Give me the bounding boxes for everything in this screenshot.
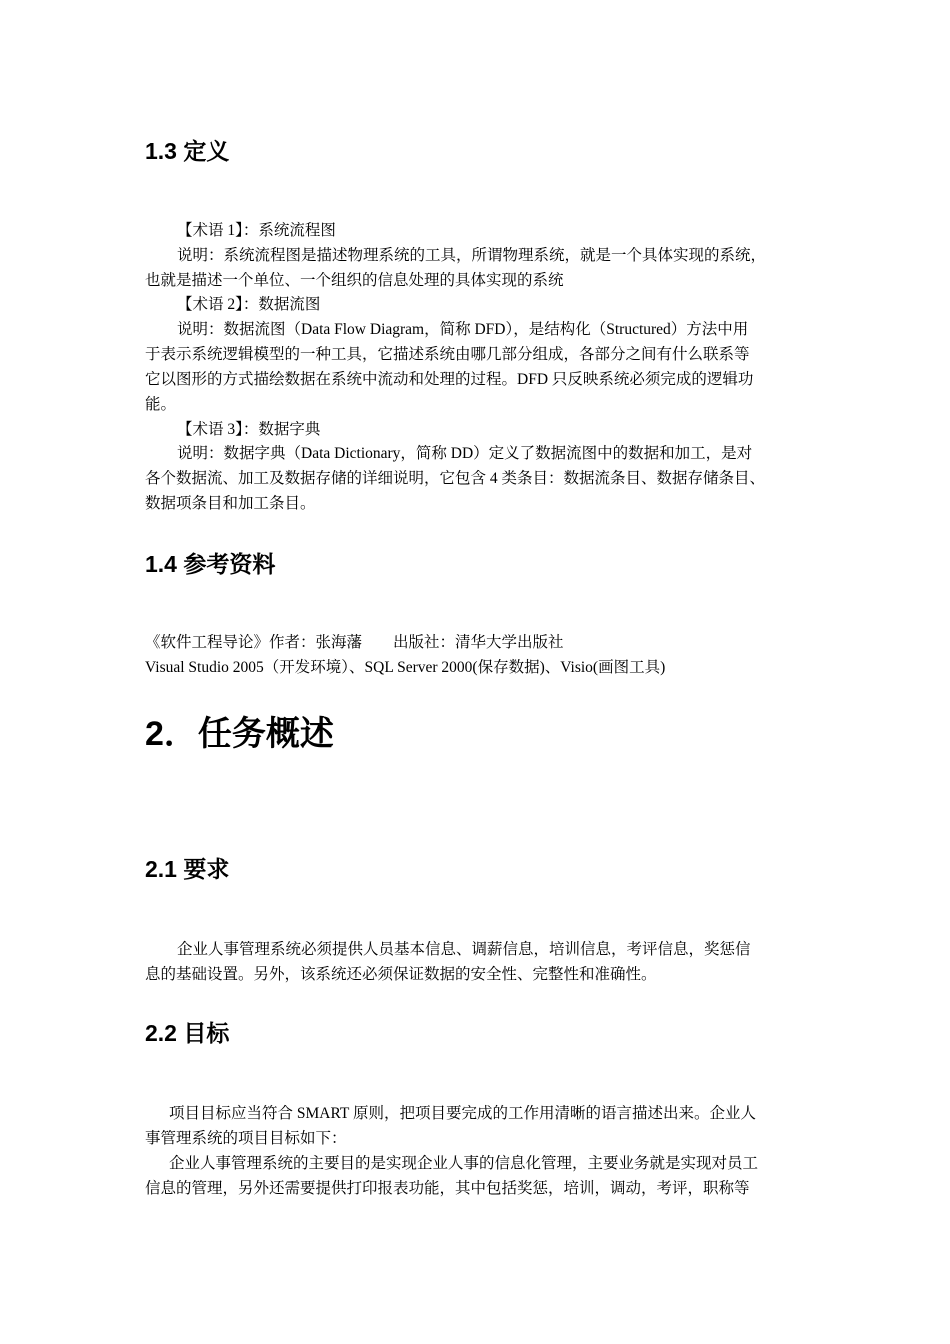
goal-line-4: 信息的管理，另外还需要提供打印报表功能，其中包括奖惩，培训，调动，考评，职称等	[145, 1180, 750, 1197]
section-heading-1-4: 1.4 参考资料	[145, 551, 276, 577]
term-2-desc-line-2: 于表示系统逻辑模型的一种工具，它描述系统由哪几部分组成，各部分之间有什么联系等	[145, 346, 750, 363]
section-heading-2-1: 2.1 要求	[145, 856, 230, 882]
term-3-desc-line-1: 说明：数据字典（Data Dictionary，简称 DD）定义了数据流图中的数据和加工，是对	[177, 445, 753, 462]
term-2-label: 【术语 2】：数据流图	[177, 296, 321, 313]
term-1-label: 【术语 1】：系统流程图	[177, 222, 336, 239]
term-3-desc-line-3: 数据项条目和加工条目。	[145, 495, 316, 512]
section-heading-2-2: 2.2 目标	[145, 1020, 230, 1046]
term-1-desc-line-2: 也就是描述一个单位、一个组织的信息处理的具体实现的系统	[145, 272, 564, 289]
section-heading-1-3: 1.3 定义	[145, 138, 230, 164]
requirement-line-1: 企业人事管理系统必须提供人员基本信息、调薪信息，培训信息，考评信息，奖惩信	[177, 941, 751, 958]
term-2-desc-line-3: 它以图形的方式描绘数据在系统中流动和处理的过程。DFD 只反映系统必须完成的逻辑功	[145, 371, 754, 388]
goal-line-2: 事管理系统的项目目标如下：	[145, 1130, 347, 1147]
requirement-line-2: 息的基础设置。另外，该系统还必须保证数据的安全性、完整性和准确性。	[145, 966, 657, 983]
term-1-desc-line-1: 说明：系统流程图是描述物理系统的工具，所谓物理系统，就是一个具体实现的系统，	[177, 247, 767, 264]
term-3-desc-line-2: 各个数据流、加工及数据存储的详细说明，它包含 4 类条目：数据流条目、数据存储条目、	[145, 470, 766, 487]
goal-line-1: 项目目标应当符合 SMART 原则，把项目要完成的工作用清晰的语言描述出来。企业人	[169, 1105, 756, 1122]
term-2-desc-line-1: 说明：数据流图（Data Flow Diagram，简称 DFD），是结构化（Structured）方法中用	[177, 321, 749, 338]
goal-line-3: 企业人事管理系统的主要目的是实现企业人事的信息化管理，主要业务就是实现对员工	[169, 1155, 759, 1172]
term-2-desc-line-4: 能。	[145, 396, 177, 413]
reference-line-2: Visual Studio 2005（开发环境）、SQL Server 2000(保存数据)、Visio(画图工具)	[145, 659, 666, 676]
chapter-heading-2: 2．任务概述	[145, 715, 334, 753]
reference-line-1: 《软件工程导论》作者：张海藩 出版社：清华大学出版社	[145, 634, 564, 651]
term-3-label: 【术语 3】：数据字典	[177, 421, 321, 438]
